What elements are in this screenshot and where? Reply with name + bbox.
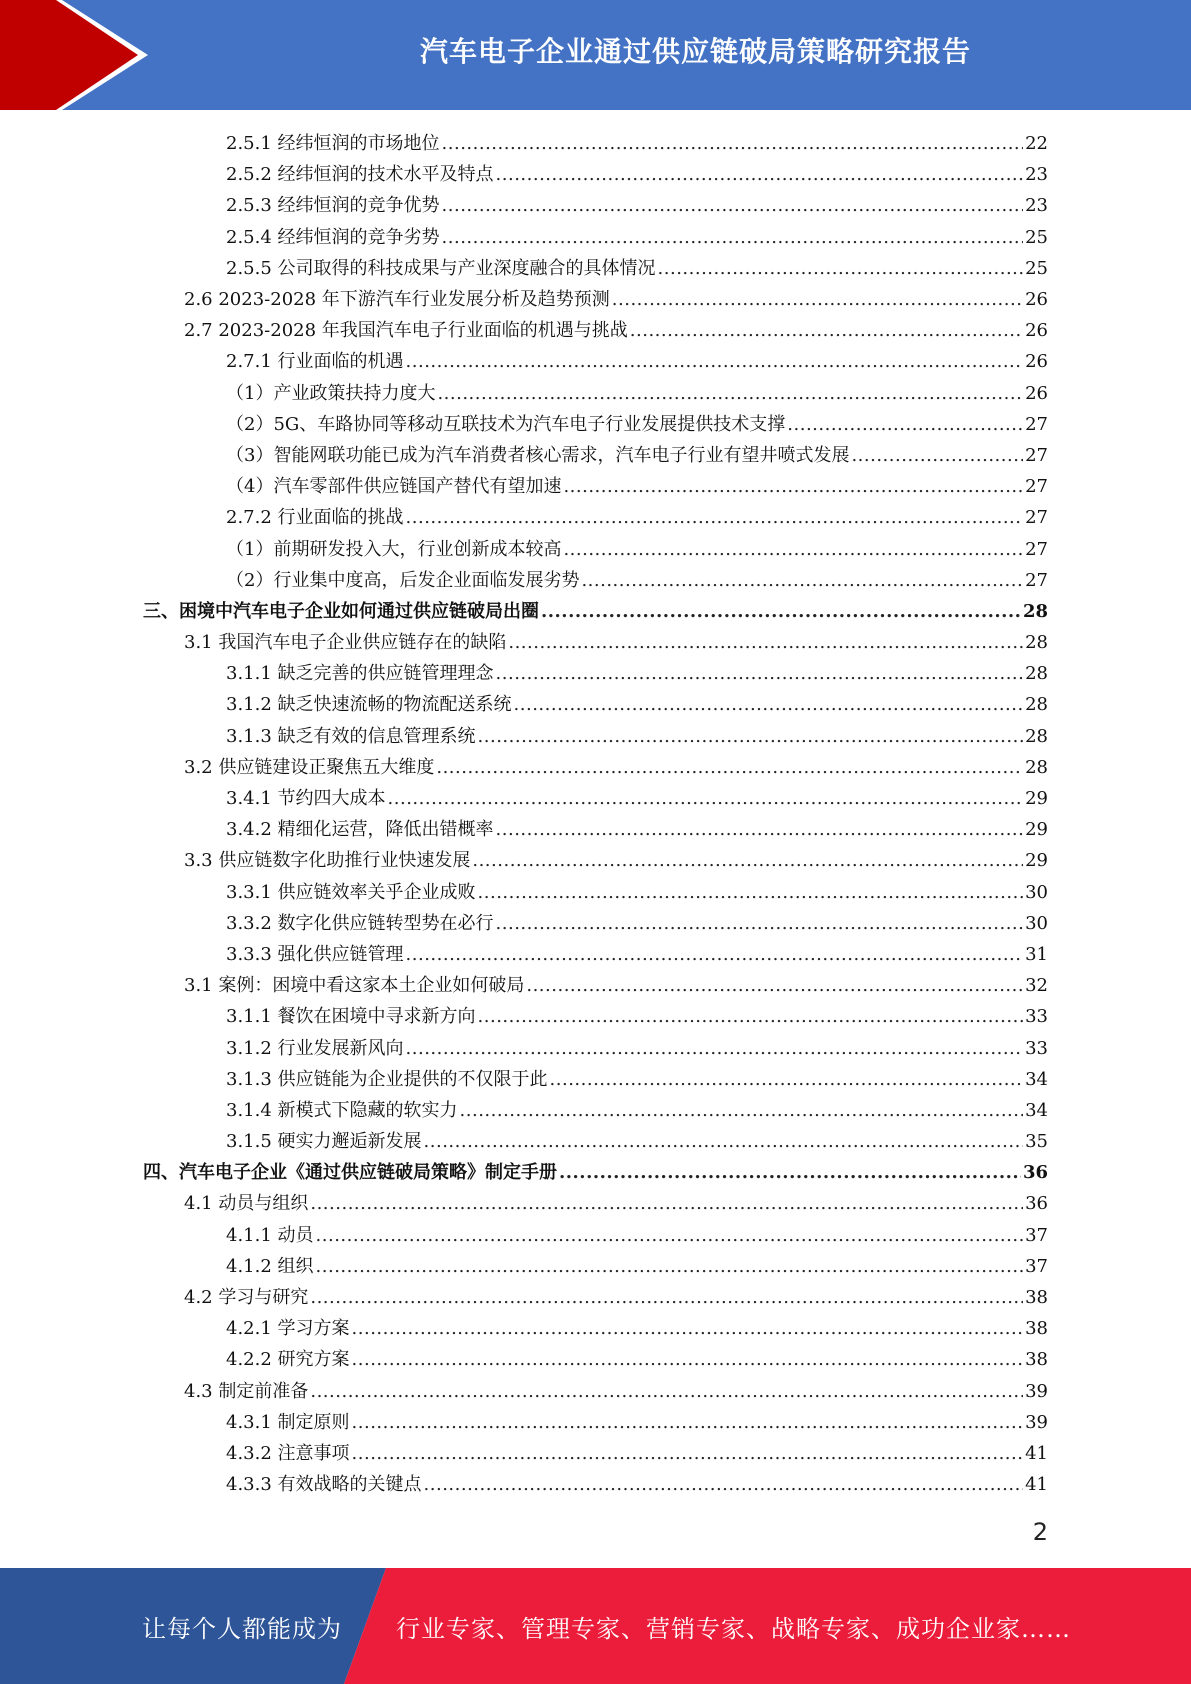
toc-entry[interactable] (0, 346, 1191, 377)
toc-entry[interactable] (0, 1220, 1191, 1251)
toc-entry-page: 39 (1025, 1380, 1048, 1402)
toc-entry-title: 3.4.2 精细化运营，降低出错概率 (226, 819, 494, 841)
page-header (0, 0, 1191, 110)
toc-entry[interactable] (0, 939, 1191, 970)
toc-entry-title: 四、汽车电子企业《通过供应链破局策略》制定手册 (143, 1162, 557, 1184)
toc-entry-title: 3.3.3 强化供应链管理 (226, 943, 404, 965)
toc-entry-page: 31 (1025, 943, 1048, 965)
toc-entry[interactable] (0, 1469, 1191, 1500)
chevron-arrow-icon (0, 0, 160, 110)
toc-entry-page: 26 (1025, 351, 1048, 373)
toc-entry[interactable] (0, 814, 1191, 845)
toc-entry[interactable] (0, 845, 1191, 876)
toc-entry-page: 22 (1025, 133, 1048, 155)
toc-entry-title: 3.1.1 缺乏完善的供应链管理理念 (226, 663, 494, 685)
dot-leader (550, 1064, 1024, 1095)
dot-leader (563, 534, 1023, 565)
dot-leader (496, 908, 1024, 939)
toc-entry-title: 3.1 案例：困境中看这家本土企业如何破局 (184, 975, 525, 997)
toc-entry[interactable] (0, 1313, 1191, 1344)
toc-entry-page: 29 (1025, 819, 1048, 841)
toc-entry-page: 32 (1025, 975, 1048, 997)
toc-entry[interactable] (0, 533, 1191, 564)
toc-entry-page: 28 (1022, 600, 1048, 622)
toc-entry-page: 23 (1025, 164, 1048, 186)
toc-entry[interactable] (0, 378, 1191, 409)
toc-entry-page: 26 (1025, 289, 1048, 311)
dot-leader (630, 315, 1023, 346)
toc-entry-title: 2.5.3 经纬恒润的竞争优势 (226, 195, 440, 217)
toc-entry-title: 2.5.2 经纬恒润的技术水平及特点 (226, 164, 494, 186)
toc-entry[interactable] (0, 1344, 1191, 1375)
toc-entry-title: （2）行业集中度高，后发企业面临发展劣势 (226, 569, 580, 591)
toc-entry-title: 2.6 2023-2028 年下游汽车行业发展分析及趋势预测 (184, 289, 610, 311)
toc-entry-title: 3.1.1 餐饮在困境中寻求新方向 (226, 1006, 476, 1028)
dot-leader (316, 1251, 1024, 1282)
toc-entry[interactable] (0, 1438, 1191, 1469)
dot-leader (563, 471, 1023, 502)
toc-entry-page: 27 (1025, 444, 1048, 466)
toc-entry[interactable] (0, 159, 1191, 190)
toc-entry-page: 26 (1025, 320, 1048, 342)
toc-entry-page: 34 (1025, 1068, 1048, 1090)
toc-entry-page: 27 (1025, 413, 1048, 435)
toc-entry-page: 23 (1025, 195, 1048, 217)
toc-entry-title: （1）产业政策扶持力度大 (226, 382, 436, 404)
toc-entry[interactable] (0, 752, 1191, 783)
footer-slogan-left: 让每个人都能成为 (142, 1614, 342, 1643)
dot-leader (388, 783, 1024, 814)
toc-entry[interactable] (0, 1157, 1191, 1188)
dot-leader (460, 1095, 1024, 1126)
toc-entry-page: 33 (1025, 1006, 1048, 1028)
toc-entry[interactable] (0, 253, 1191, 284)
toc-entry-page: 37 (1025, 1255, 1048, 1277)
dot-leader (851, 440, 1023, 471)
toc-entry-title: 2.5.5 公司取得的科技成果与产业深度融合的具体情况 (226, 257, 656, 279)
toc-entry[interactable] (0, 596, 1191, 627)
toc-entry[interactable] (0, 1032, 1191, 1063)
toc-entry-page: 25 (1025, 257, 1048, 279)
dot-leader (478, 1001, 1024, 1032)
toc-entry-page: 25 (1025, 226, 1048, 248)
toc-entry-title: 4.2.2 研究方案 (226, 1349, 350, 1371)
toc-entry-title: （2）5G、车路协同等移动互联技术为汽车电子行业发展提供技术支撑 (226, 413, 786, 435)
dot-leader (406, 502, 1024, 533)
dot-leader (310, 1188, 1023, 1219)
toc-entry-page: 33 (1025, 1037, 1048, 1059)
dot-leader (352, 1407, 1024, 1438)
toc-entry[interactable] (0, 1407, 1191, 1438)
dot-leader (526, 970, 1023, 1001)
dot-leader (508, 627, 1023, 658)
toc-entry[interactable] (0, 1126, 1191, 1157)
toc-entry[interactable] (0, 128, 1191, 159)
page-footer (0, 1568, 1191, 1684)
toc-entry-page: 35 (1025, 1131, 1048, 1153)
toc-entry[interactable] (0, 190, 1191, 221)
dot-leader (496, 159, 1024, 190)
toc-entry-page: 29 (1025, 788, 1048, 810)
dot-leader (496, 658, 1024, 689)
dot-leader (787, 409, 1023, 440)
dot-leader (472, 845, 1023, 876)
dot-leader (496, 814, 1024, 845)
toc-entry-page: 37 (1025, 1224, 1048, 1246)
dot-leader (436, 752, 1023, 783)
toc-entry-title: 4.1 动员与组织 (184, 1193, 309, 1215)
toc-entry[interactable] (0, 908, 1191, 939)
toc-entry-page: 27 (1025, 507, 1048, 529)
dot-leader (514, 689, 1024, 720)
toc-entry-title: 2.7.1 行业面临的机遇 (226, 351, 404, 373)
dot-leader (581, 565, 1023, 596)
dot-leader (442, 222, 1024, 253)
toc-entry[interactable] (0, 783, 1191, 814)
toc-entry[interactable] (0, 970, 1191, 1001)
toc-entry-title: 3.3.1 供应链效率关乎企业成败 (226, 881, 476, 903)
toc-entry-page: 38 (1025, 1318, 1048, 1340)
toc-entry[interactable] (0, 565, 1191, 596)
dot-leader (310, 1376, 1023, 1407)
dot-leader (612, 284, 1023, 315)
toc-entry-title: 3.2 供应链建设正聚焦五大维度 (184, 756, 435, 778)
toc-entry-title: 3.3.2 数字化供应链转型势在必行 (226, 912, 494, 934)
toc-entry-title: 3.3 供应链数字化助推行业快速发展 (184, 850, 471, 872)
dot-leader (352, 1344, 1024, 1375)
toc-entry-title: 2.5.1 经纬恒润的市场地位 (226, 133, 440, 155)
toc-entry-page: 28 (1025, 694, 1048, 716)
dot-leader (478, 877, 1024, 908)
dot-leader (442, 128, 1024, 159)
toc-entry-page: 39 (1025, 1411, 1048, 1433)
toc-entry-page: 28 (1025, 725, 1048, 747)
toc-entry[interactable] (0, 502, 1191, 533)
toc-entry-page: 41 (1025, 1474, 1048, 1496)
toc-entry-page: 36 (1025, 1193, 1048, 1215)
toc-entry-title: 3.1 我国汽车电子企业供应链存在的缺陷 (184, 632, 507, 654)
dot-leader (437, 378, 1023, 409)
toc-entry-page: 27 (1025, 476, 1048, 498)
report-title: 汽车电子企业通过供应链破局策略研究报告 (419, 35, 971, 68)
toc-entry-title: （3）智能网联功能已成为汽车消费者核心需求，汽车电子行业有望井喷式发展 (226, 444, 850, 466)
toc-entry[interactable] (0, 721, 1191, 752)
dot-leader (406, 939, 1024, 970)
toc-entry[interactable] (0, 689, 1191, 720)
dot-leader (352, 1313, 1024, 1344)
page-number: 2 (1032, 1518, 1048, 1546)
toc-entry[interactable] (0, 315, 1191, 346)
toc-entry-page: 30 (1025, 912, 1048, 934)
dot-leader (352, 1438, 1024, 1469)
dot-leader (442, 190, 1024, 221)
dot-leader (424, 1126, 1024, 1157)
toc-entry-title: 4.2.1 学习方案 (226, 1318, 350, 1340)
toc-entry-page: 28 (1025, 632, 1048, 654)
dot-leader (658, 253, 1024, 284)
toc-entry-title: 4.3.1 制定原则 (226, 1411, 350, 1433)
toc-entry-title: 3.1.2 行业发展新风向 (226, 1037, 404, 1059)
dot-leader (424, 1469, 1024, 1500)
dot-leader (316, 1220, 1024, 1251)
dot-leader (310, 1282, 1023, 1313)
toc-entry-title: 2.7 2023-2028 年我国汽车电子行业面临的机遇与挑战 (184, 320, 628, 342)
dot-leader (406, 1033, 1024, 1064)
toc-entry-page: 28 (1025, 756, 1048, 778)
toc-entry-page: 28 (1025, 663, 1048, 685)
toc-entry-title: 2.7.2 行业面临的挑战 (226, 507, 404, 529)
toc-entry-title: 3.1.4 新模式下隐藏的软实力 (226, 1099, 458, 1121)
toc-entry-title: 3.1.2 缺乏快速流畅的物流配送系统 (226, 694, 512, 716)
toc-entry-page: 36 (1022, 1162, 1048, 1184)
toc-entry-title: 4.1.1 动员 (226, 1224, 314, 1246)
toc-entry-title: 4.3.2 注意事项 (226, 1442, 350, 1464)
toc-entry[interactable] (0, 409, 1191, 440)
toc-entry[interactable] (0, 471, 1191, 502)
toc-entry-page: 27 (1025, 538, 1048, 560)
toc-entry-page: 41 (1025, 1442, 1048, 1464)
toc-entry-page: 38 (1025, 1287, 1048, 1309)
toc-entry-page: 27 (1025, 569, 1048, 591)
table-of-contents (0, 128, 1191, 1500)
toc-entry[interactable] (0, 877, 1191, 908)
toc-entry-page: 30 (1025, 881, 1048, 903)
dot-leader (559, 1157, 1021, 1188)
toc-entry[interactable] (0, 1376, 1191, 1407)
toc-entry[interactable] (0, 1282, 1191, 1313)
toc-entry-page: 26 (1025, 382, 1048, 404)
toc-entry-page: 38 (1025, 1349, 1048, 1371)
toc-entry-title: （4）汽车零部件供应链国产替代有望加速 (226, 476, 562, 498)
toc-entry[interactable] (0, 222, 1191, 253)
toc-entry-title: 3.4.1 节约四大成本 (226, 788, 386, 810)
toc-entry-title: 2.5.4 经纬恒润的竞争劣势 (226, 226, 440, 248)
toc-entry-title: 3.1.3 供应链能为企业提供的不仅限于此 (226, 1068, 548, 1090)
toc-entry[interactable] (0, 1001, 1191, 1032)
dot-leader (541, 596, 1021, 627)
toc-entry-title: 3.1.3 缺乏有效的信息管理系统 (226, 725, 476, 747)
toc-entry-title: 4.3 制定前准备 (184, 1380, 309, 1402)
toc-entry-title: 三、困境中汽车电子企业如何通过供应链破局出圈 (143, 600, 539, 622)
toc-entry-title: 4.1.2 组织 (226, 1255, 314, 1277)
toc-entry[interactable] (0, 1251, 1191, 1282)
dot-leader (406, 346, 1024, 377)
toc-entry-title: 4.3.3 有效战略的关键点 (226, 1474, 422, 1496)
toc-entry-title: 3.1.5 硬实力邂逅新发展 (226, 1131, 422, 1153)
toc-entry[interactable] (0, 440, 1191, 471)
toc-entry-page: 34 (1025, 1099, 1048, 1121)
toc-entry[interactable] (0, 284, 1191, 315)
toc-entry[interactable] (0, 1095, 1191, 1126)
dot-leader (478, 721, 1024, 752)
toc-entry-title: （1）前期研发投入大，行业创新成本较高 (226, 538, 562, 560)
toc-entry[interactable] (0, 1188, 1191, 1219)
toc-entry-title: 4.2 学习与研究 (184, 1287, 309, 1309)
toc-entry[interactable] (0, 1064, 1191, 1095)
toc-entry-page: 29 (1025, 850, 1048, 872)
footer-slogan-right: 行业专家、管理专家、营销专家、战略专家、成功企业家…… (396, 1614, 1071, 1643)
toc-entry[interactable] (0, 627, 1191, 658)
toc-entry[interactable] (0, 658, 1191, 689)
